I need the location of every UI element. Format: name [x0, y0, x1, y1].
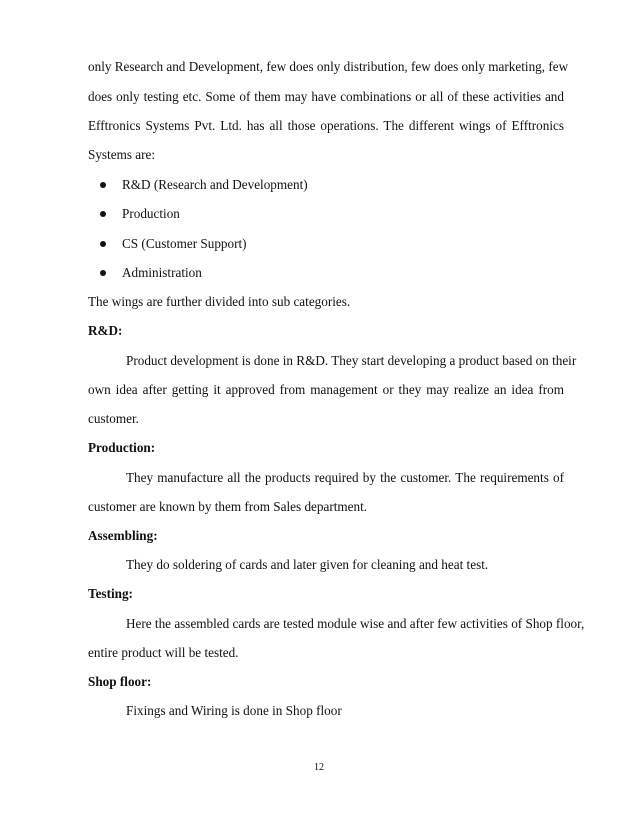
- bullet-icon: [100, 211, 106, 217]
- section-heading-testing: Testing:: [88, 586, 133, 601]
- section-heading-shop-floor: Shop floor:: [88, 674, 152, 689]
- bullet-icon: [100, 270, 106, 276]
- intro-line-2: does only testing etc. Some of them may have combinations or all of these activities and: [88, 89, 564, 104]
- intro-line-4: Systems are:: [88, 147, 156, 162]
- section-heading-assembling: Assembling:: [88, 528, 158, 543]
- production-line-1: They manufacture all the products required by the customer. The requirements of: [126, 470, 564, 485]
- rd-line-2: own idea after getting it approved from management or they may realize an idea from: [88, 382, 564, 397]
- list-item: [100, 205, 180, 223]
- section-heading-production: Production:: [88, 440, 156, 455]
- rd-line-1: Product development is done in R&D. They start developing a product based on their: [126, 353, 577, 368]
- wing-label: Production: [122, 206, 180, 221]
- wing-label: Administration: [122, 265, 202, 280]
- rd-line-3: customer.: [88, 411, 139, 426]
- wing-label: CS (Customer Support): [122, 236, 247, 251]
- list-item: [100, 264, 202, 282]
- testing-line-1: Here the assembled cards are tested module wise and after few activities of Shop floor,: [126, 616, 585, 631]
- list-item: [100, 235, 247, 253]
- list-item: [100, 176, 308, 194]
- section-heading-rd: R&D:: [88, 323, 123, 338]
- page-number: 12: [314, 762, 324, 773]
- shop-floor-line-1: Fixings and Wiring is done in Shop floor: [126, 703, 342, 718]
- production-line-2: customer are known by them from Sales department.: [88, 499, 368, 514]
- testing-line-2: entire product will be tested.: [88, 645, 239, 660]
- bullet-icon: [100, 182, 106, 188]
- bullet-icon: [100, 241, 106, 247]
- intro-line-3: Efftronics Systems Pvt. Ltd. has all those operations. The different wings of Efftronics: [88, 118, 564, 133]
- assembling-line-1: They do soldering of cards and later given for cleaning and heat test.: [126, 557, 489, 572]
- wing-label: R&D (Research and Development): [122, 177, 308, 192]
- intro-line-1: only Research and Development, few does only distribution, few does only marketing, few: [88, 59, 569, 74]
- wings-note: The wings are further divided into sub categories.: [88, 294, 351, 309]
